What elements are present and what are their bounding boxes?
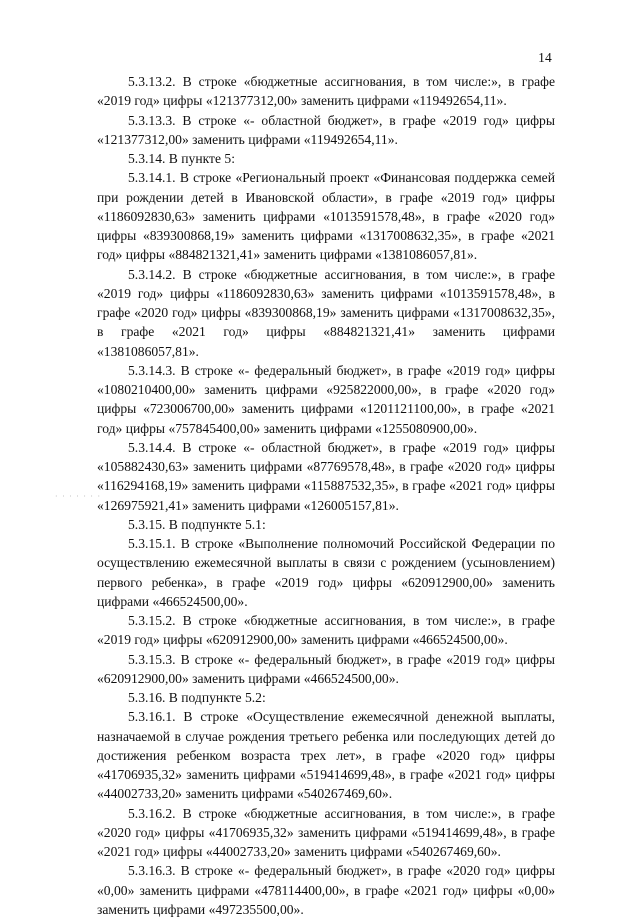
page-number: 14 [538, 50, 552, 65]
paragraph-5-3-14-3: 5.3.14.3. В строке «- федеральный бюджет», в графе «2019 год» цифры «1080210400,00» заменить цифрами «925822000,00», в графе «2020 год» цифры «723006700,00» заменить цифрами «1201121100,00», в графе «2021 год» цифры «757845400,00» заменить цифрами «1255080900,00». [97, 362, 555, 436]
paragraph-5-3-15-3: 5.3.15.3. В строке «- федеральный бюджет», в графе «2019 год» цифры «620912900,00» заменить цифрами «466524500,00». [97, 651, 555, 686]
paragraph-5-3-15-1: 5.3.15.1. В строке «Выполнение полномочий Российской Федерации по осуществлению ежемесячной выплаты в связи с рождением (усыновлением) первого ребенка», в графе «2019 год» цифры «620912900,00» заменить цифрами «466524500,00». [97, 536, 555, 609]
paragraph-5-3-16: 5.3.16. В подпункте 5.2: [128, 690, 266, 705]
paragraph-5-3-14-2: 5.3.14.2. В строке «бюджетные ассигнования, в том числе:», в графе «2019 год» цифры «1186092830,63» заменить цифрами «1013591578,48», в графе «2020 год» цифры «839300868,19» заменить цифрами «1317008632,35», в графе «2021 год» цифры «884821321,41» заменить цифрами «1381086057,81». [97, 266, 555, 359]
scan-artifact: · · · · · · · [55, 492, 102, 501]
document-body [97, 72, 555, 919]
paragraph-5-3-14: 5.3.14. В пункте 5: [128, 151, 235, 166]
paragraph-5-3-16-1: 5.3.16.1. В строке «Осуществление ежемесячной денежной выплаты, назначаемой в случае рождения третьего ребенка или последующих детей до достижения ребенком возраста трех лет», в графе «2020 год» цифры «41706935,32» заменить цифрами «519414699,48», в графе «2021 год» цифры «44002733,20» заменить цифрами «540267469,60». [97, 709, 555, 802]
paragraph-5-3-15-2: 5.3.15.2. В строке «бюджетные ассигнования, в том числе:», в графе «2019 год» цифры «620912900,00» заменить цифрами «466524500,00». [97, 613, 555, 648]
paragraph-5-3-14-1: 5.3.14.1. В строке «Региональный проект «Финансовая поддержка семей при рождении детей в Ивановской области», в графе «2019 год» цифры «1186092830,63» заменить цифрами «1013591578,48», в графе «2020 год» цифры «839300868,19» заменить цифрами «1317008632,35», в графе «2021 год» цифры «884821321,41» заменить цифрами «1381086057,81». [97, 170, 555, 263]
paragraph-5-3-14-4: 5.3.14.4. В строке «- областной бюджет», в графе «2019 год» цифры «105882430,63» заменить цифрами «87769578,48», в графе «2020 год» цифры «116294168,19» заменить цифрами «115887532,35», в графе «2021 год» цифры «126975921,41» заменить цифрами «126005157,81». [97, 439, 555, 513]
paragraph-5-3-13-3: 5.3.13.3. В строке «- областной бюджет», в графе «2019 год» цифры «121377312,00» заменить цифрами «119492654,11». [97, 112, 555, 147]
paragraph-5-3-16-2: 5.3.16.2. В строке «бюджетные ассигнования, в том числе:», в графе «2020 год» цифры «41706935,32» заменить цифрами «519414699,48», в графе «2021 год» цифры «44002733,20» заменить цифрами «540267469,60». [97, 805, 555, 859]
paragraph-5-3-15: 5.3.15. В подпункте 5.1: [128, 516, 266, 532]
paragraph-5-3-13-2: 5.3.13.2. В строке «бюджетные ассигнования, в том числе:», в графе «2019 год» цифры «121377312,00» заменить цифрами «119492654,11». [97, 74, 555, 109]
paragraph-5-3-16-3: 5.3.16.3. В строке «- федеральный бюджет», в графе «2020 год» цифры «0,00» заменить цифрами «478114400,00», в графе «2021 год» цифры «0,00» заменить цифрами «497235500,00». [97, 863, 555, 917]
